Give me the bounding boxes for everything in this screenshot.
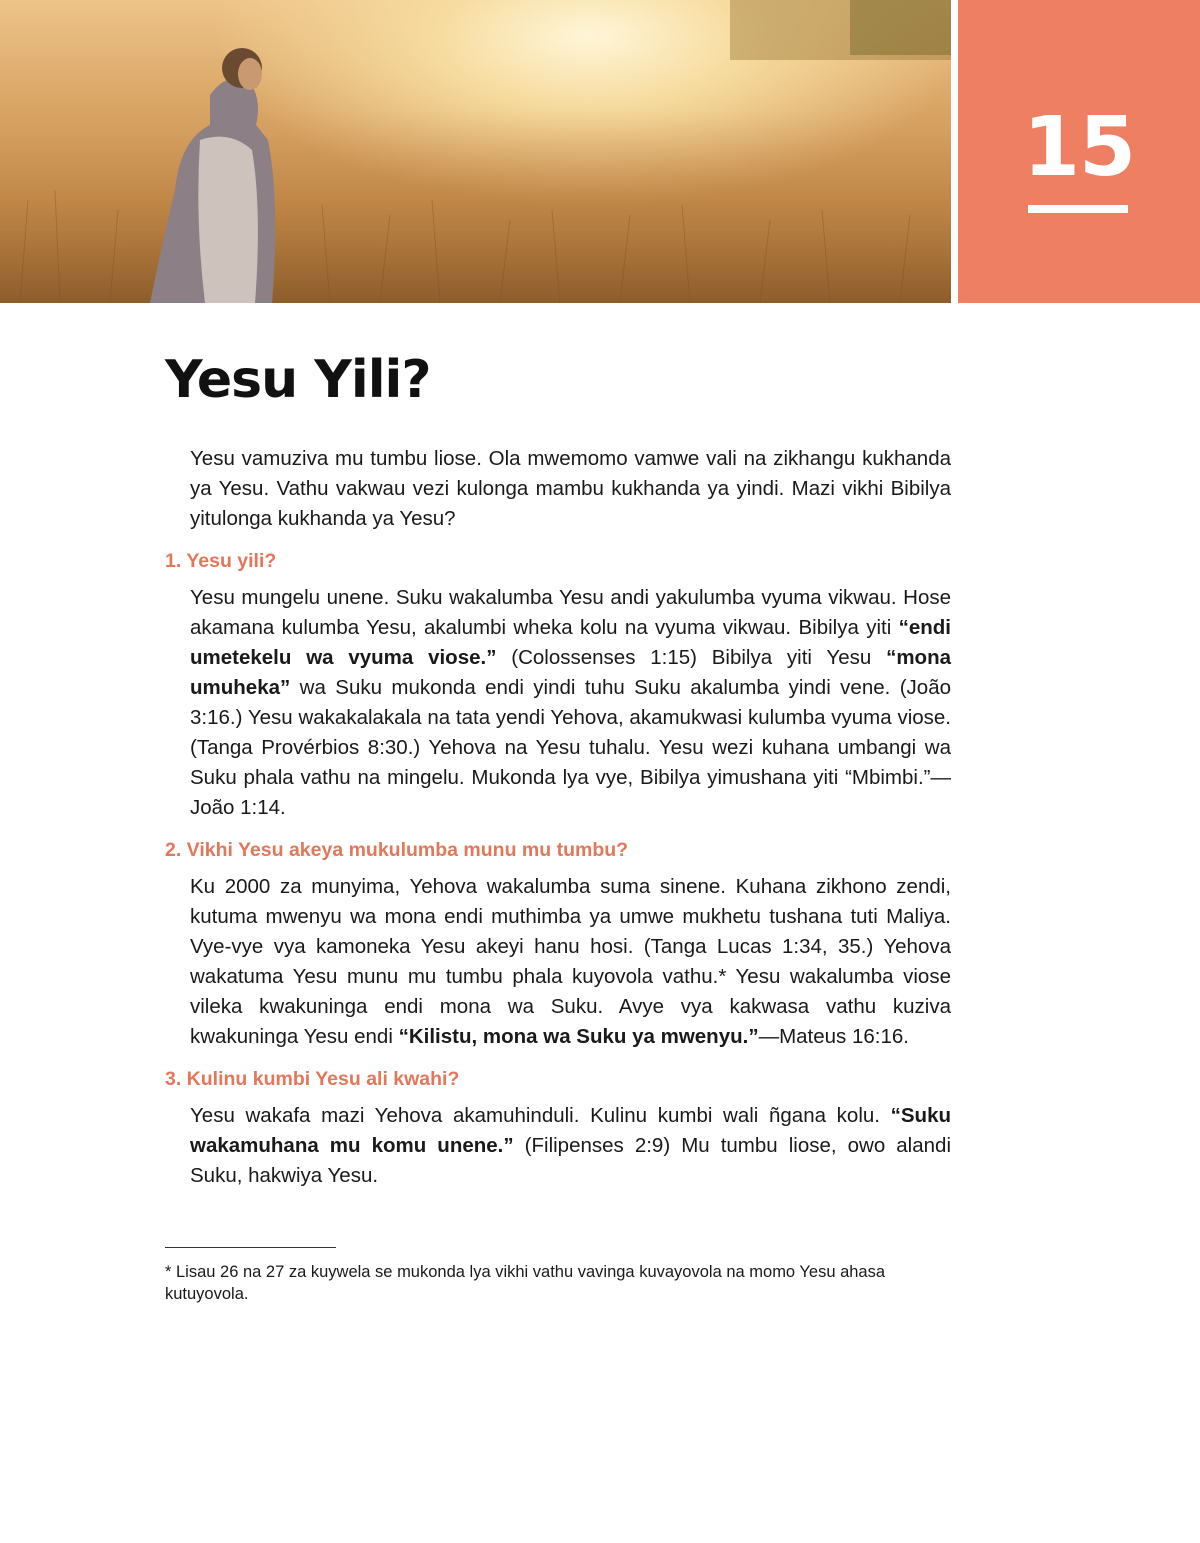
- answer-2: Ku 2000 za munyima, Yehova wakalumba suma sinene. Kuhana zikhono zendi, kutuma mwenyu wa mona endi muthimba ya umwe mukhetu tushana tuti Maliya. Vye-vye vya kamoneka Yesu akeyi hanu hosi. (Tanga Lucas 1:34, 35.) Yehova wakatuma Yesu munu mu tumbu phala kuyovola vathu.* Yesu wakalumba viose vileka kwakuninga endi mona wa Suku. Avye vya kakwasa vathu kuziva kwakuninga Yesu endi “Kilistu, mona wa Suku ya mwenyu.”—Mateus 16:16.: [190, 875, 951, 1048]
- answer-3: Yesu wakafa mazi Yehova akamuhinduli. Kulinu kumbi wali ñgana kolu. “Suku wakamuhana mu komu unene.” (Filipenses 2:9) Mu tumbu liose, owo alandi Suku, hakwiya Yesu.: [190, 1104, 951, 1187]
- footnote-divider: [165, 1247, 336, 1248]
- question-1: 1. Yesu yili?: [165, 550, 277, 572]
- hero-photo: [0, 0, 951, 303]
- intro-paragraph: Yesu vamuziva mu tumbu liose. Ola mwemomo vamwe vali na zikhangu kukhanda ya Yesu. Vathu vakwau vezi kulonga mambu kukhanda ya yindi. Mazi vikhi Bibilya yitulonga kukhanda ya Yesu?: [190, 447, 951, 530]
- lesson-body: [165, 444, 951, 1191]
- chapter-number-underline: [1028, 205, 1128, 213]
- answer-1: Yesu mungelu unene. Suku wakalumba Yesu andi yakulumba vyuma vikwau. Hose akamana kulumba Yesu, akalumbi wheka kolu na vyuma vikwau. Bibilya yiti “endi umetekelu wa vyuma viose.” (Colossenses 1:15) Bibilya yiti Yesu “mona umuheka” wa Suku mukonda endi yindi tuhu Suku akalumba yindi vene. (João 3:16.) Yesu wakakalakala na tata yendi Yehova, akamukwasi kulumba vyuma viose. (Tanga Provérbios 8:30.) Yehova na Yesu tuhalu. Yesu wezi kuhana umbangi wa Suku phala vathu na mingelu. Mukonda lya vye, Bibilya yimushana yiti “Mbimbi.”—João 1:14.: [190, 586, 951, 819]
- page-title: Yesu Yili?: [165, 350, 431, 410]
- chapter-number-block: [958, 0, 1200, 303]
- question-2: 2. Vikhi Yesu akeya mukulumba munu mu tumbu?: [165, 839, 629, 861]
- question-3: 3. Kulinu kumbi Yesu ali kwahi?: [165, 1068, 460, 1090]
- footnote: * Lisau 26 na 27 za kuywela se mukonda lya vikhi vathu vavinga kuvayovola na momo Yesu ahasa kutuyovola.: [165, 1263, 886, 1303]
- field-illustration: [0, 0, 951, 303]
- chapter-number: 15: [1022, 100, 1136, 195]
